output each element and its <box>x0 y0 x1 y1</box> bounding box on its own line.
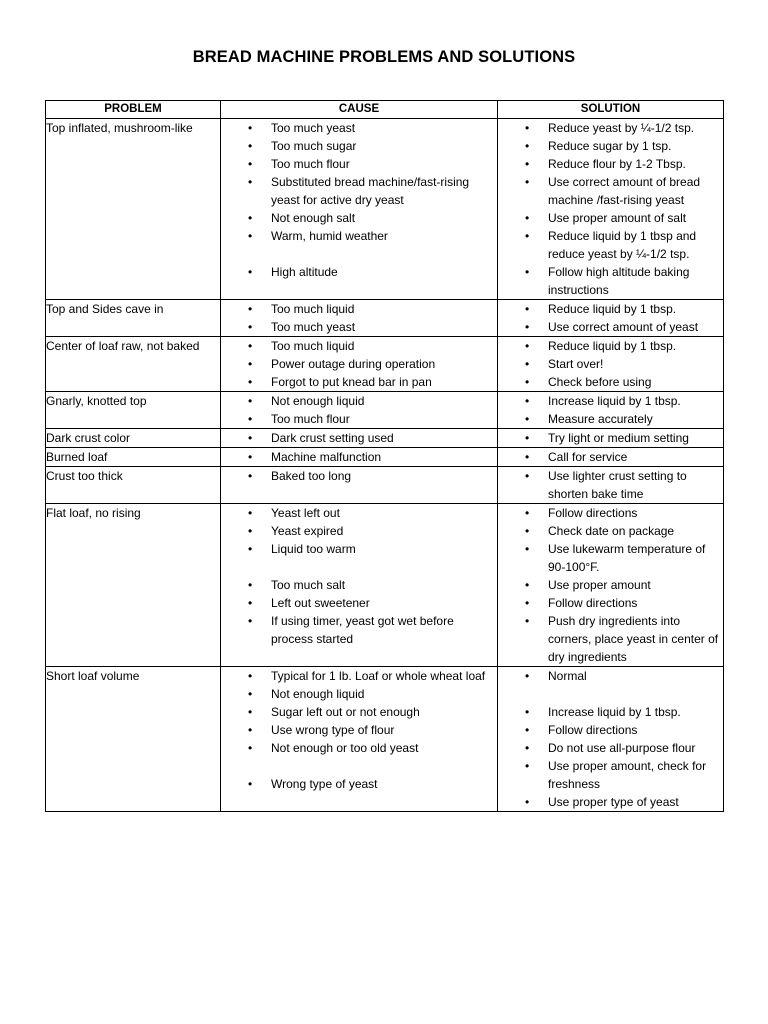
problems-table <box>45 100 724 812</box>
solution-list <box>498 448 723 466</box>
cause-item: • Dark crust setting used <box>271 429 493 447</box>
problem-cell: Top inflated, mushroom-like <box>46 119 221 300</box>
cause-item: • Too much sugar <box>271 137 493 155</box>
cause-item: • Too much flour <box>271 155 493 173</box>
cause-item: • Liquid too warm <box>271 540 493 558</box>
solution-list <box>498 337 723 391</box>
solution-list <box>498 429 723 447</box>
solution-cell <box>498 504 724 667</box>
cause-cell <box>221 300 498 337</box>
cause-cell <box>221 448 498 467</box>
table-row <box>46 429 724 448</box>
cause-item: • Machine malfunction <box>271 448 493 466</box>
solution-item: • Use lighter crust setting to shorten bake time <box>548 467 719 503</box>
cause-item: • Left out sweetener <box>271 594 493 612</box>
page-title: BREAD MACHINE PROBLEMS AND SOLUTIONS <box>192 48 576 66</box>
cause-list <box>221 300 497 336</box>
table-row <box>46 467 724 504</box>
cause-list <box>221 448 497 466</box>
solution-item: • Check date on package <box>548 522 719 540</box>
cause-item: • Not enough liquid <box>271 392 493 410</box>
solution-item: • Use proper type of yeast <box>548 793 719 811</box>
cause-cell <box>221 119 498 300</box>
solution-item: • Reduce liquid by 1 tbsp. <box>548 300 719 318</box>
solution-item: • Use proper amount <box>548 576 719 594</box>
cause-cell <box>221 467 498 504</box>
solution-item: • Use proper amount of salt <box>548 209 719 227</box>
cause-item: • Yeast expired <box>271 522 493 540</box>
solution-item: • Reduce liquid by 1 tbsp. <box>548 337 719 355</box>
list-spacer <box>271 757 493 775</box>
solution-item: • Measure accurately <box>548 410 719 428</box>
solution-list <box>498 119 723 299</box>
solution-item: • Call for service <box>548 448 719 466</box>
solution-cell <box>498 467 724 504</box>
table-row <box>46 448 724 467</box>
cause-item: • Too much yeast <box>271 119 493 137</box>
cause-item: • Power outage during operation <box>271 355 493 373</box>
cause-item: • Typical for 1 lb. Loaf or whole wheat loaf <box>271 667 493 685</box>
table-body <box>46 119 724 812</box>
solution-item: • Do not use all-purpose flour <box>548 739 719 757</box>
solution-cell <box>498 392 724 429</box>
solution-item: • Reduce yeast by ¼-1/2 tsp. <box>548 119 719 137</box>
cause-item: • Too much salt <box>271 576 493 594</box>
cause-cell <box>221 667 498 812</box>
cause-item: • High altitude <box>271 263 493 281</box>
solution-item: • Check before using <box>548 373 719 391</box>
cause-list <box>221 429 497 447</box>
column-header-cause: CAUSE <box>221 101 498 119</box>
table-row <box>46 300 724 337</box>
problem-cell: Crust too thick <box>46 467 221 504</box>
cause-item: • Use wrong type of flour <box>271 721 493 739</box>
cause-item: • Forgot to put knead bar in pan <box>271 373 493 391</box>
cause-list <box>221 667 497 793</box>
cause-item: • Not enough or too old yeast <box>271 739 493 757</box>
cause-cell <box>221 337 498 392</box>
solution-cell <box>498 119 724 300</box>
solution-cell <box>498 448 724 467</box>
cause-list <box>221 392 497 428</box>
solution-item: • Follow directions <box>548 721 719 739</box>
cause-item: • Too much liquid <box>271 300 493 318</box>
solution-item: • Follow directions <box>548 504 719 522</box>
problem-cell: Top and Sides cave in <box>46 300 221 337</box>
cause-cell <box>221 429 498 448</box>
solution-list <box>498 300 723 336</box>
solution-item: • Use proper amount, check for freshness <box>548 757 719 793</box>
cause-item: • Sugar left out or not enough <box>271 703 493 721</box>
solution-cell <box>498 337 724 392</box>
cause-item: • Substituted bread machine/fast-rising yeast for active dry yeast <box>271 173 493 209</box>
solution-cell <box>498 429 724 448</box>
list-spacer <box>271 558 493 576</box>
cause-item: • Too much flour <box>271 410 493 428</box>
solution-item: • Increase liquid by 1 tbsp. <box>548 703 719 721</box>
cause-list <box>221 504 497 648</box>
cause-cell <box>221 392 498 429</box>
table-row <box>46 392 724 429</box>
solution-item: • Start over! <box>548 355 719 373</box>
problem-cell: Gnarly, knotted top <box>46 392 221 429</box>
cause-list <box>221 467 497 485</box>
solution-list <box>498 392 723 428</box>
list-spacer <box>271 245 493 263</box>
cause-item: • Not enough salt <box>271 209 493 227</box>
cause-cell <box>221 504 498 667</box>
solution-list <box>498 504 723 666</box>
solution-item: • Normal <box>548 667 719 685</box>
list-spacer <box>548 685 719 703</box>
problem-cell: Short loaf volume <box>46 667 221 812</box>
problem-cell: Dark crust color <box>46 429 221 448</box>
cause-list <box>221 119 497 281</box>
solution-list <box>498 467 723 503</box>
column-header-problem: PROBLEM <box>46 101 221 119</box>
cause-item: • Too much yeast <box>271 318 493 336</box>
solution-list <box>498 667 723 811</box>
table-row <box>46 667 724 812</box>
solution-item: • Use correct amount of bread machine /fast-rising yeast <box>548 173 719 209</box>
solution-item: • Push dry ingredients into corners, place yeast in center of dry ingredients <box>548 612 719 666</box>
cause-item: • If using timer, yeast got wet before process started <box>271 612 493 648</box>
solution-item: • Reduce liquid by 1 tbsp and reduce yeast by ¼-1/2 tsp. <box>548 227 719 263</box>
table-row <box>46 337 724 392</box>
solution-item: • Reduce flour by 1-2 Tbsp. <box>548 155 719 173</box>
cause-list <box>221 337 497 391</box>
solution-cell <box>498 667 724 812</box>
solution-item: • Use lukewarm temperature of 90-100°F. <box>548 540 719 576</box>
table-row <box>46 504 724 667</box>
table-row <box>46 119 724 300</box>
column-header-solution: SOLUTION <box>498 101 724 119</box>
cause-item: • Baked too long <box>271 467 493 485</box>
cause-item: • Too much liquid <box>271 337 493 355</box>
cause-item: • Yeast left out <box>271 504 493 522</box>
cause-item: • Wrong type of yeast <box>271 775 493 793</box>
solution-item: • Increase liquid by 1 tbsp. <box>548 392 719 410</box>
table-header-row <box>46 101 724 119</box>
cause-item: • Warm, humid weather <box>271 227 493 245</box>
problem-cell: Burned loaf <box>46 448 221 467</box>
problem-cell: Center of loaf raw, not baked <box>46 337 221 392</box>
solution-item: • Follow directions <box>548 594 719 612</box>
problem-cell: Flat loaf, no rising <box>46 504 221 667</box>
cause-item: • Not enough liquid <box>271 685 493 703</box>
solution-item: • Use correct amount of yeast <box>548 318 719 336</box>
solution-item: • Reduce sugar by 1 tsp. <box>548 137 719 155</box>
solution-cell <box>498 300 724 337</box>
solution-item: • Follow high altitude baking instructions <box>548 263 719 299</box>
solution-item: • Try light or medium setting <box>548 429 719 447</box>
